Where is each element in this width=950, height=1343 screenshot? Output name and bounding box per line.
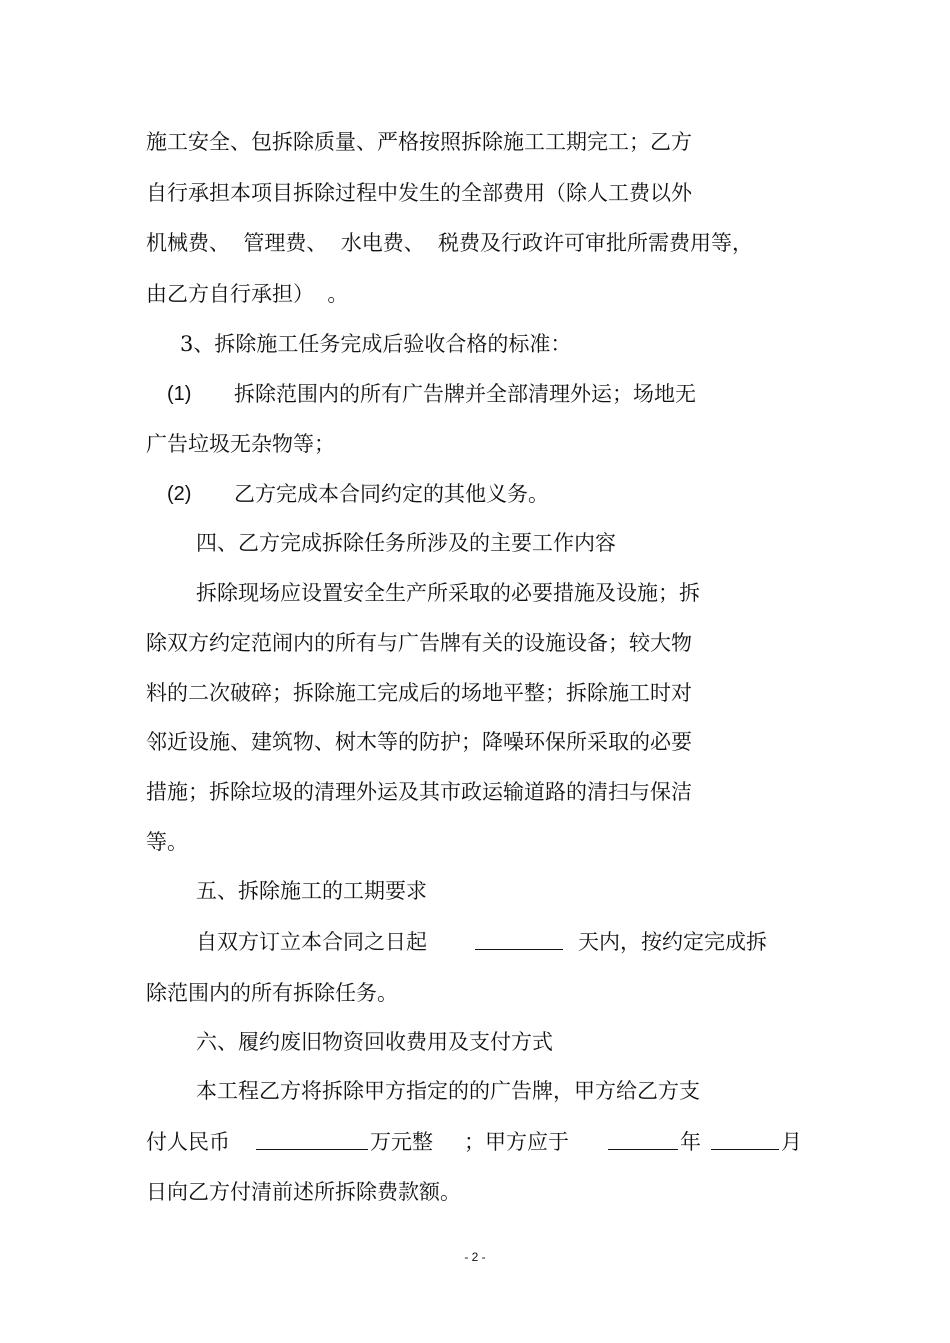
text-line: 拆除现场应设置安全生产所采取的必要措施及设施；拆: [196, 581, 700, 605]
blank-year-field[interactable]: [608, 1129, 678, 1150]
list-item-text: 拆除范围内的所有广告牌并全部清理外运；场地无: [234, 382, 696, 406]
text-line: 施工安全、包拆除质量、严格按照拆除施工工期完工；乙方: [146, 130, 692, 154]
text-line: 万元整: [370, 1130, 433, 1154]
text-line: 措施；拆除垃圾的清理外运及其市政运输道路的清扫与保洁: [146, 780, 692, 804]
text-line: 除范围内的所有拆除任务。: [146, 981, 398, 1005]
blank-amount-field[interactable]: [256, 1129, 368, 1150]
section-heading: 3、拆除施工任务完成后验收合格的标准：: [180, 332, 572, 356]
page-number: - 2 -: [464, 1250, 486, 1264]
text-line: 本工程乙方将拆除甲方指定的的广告牌，甲方给乙方支: [196, 1079, 700, 1103]
list-item-text: 乙方完成本合同约定的其他义务。: [234, 482, 549, 506]
text-line: 料的二次破碎；拆除施工完成后的场地平整；拆除施工时对: [146, 681, 692, 705]
text-line: ；甲方应于: [464, 1130, 569, 1154]
text-line: 等。: [146, 830, 188, 854]
section-heading: 五、拆除施工的工期要求: [196, 879, 427, 903]
section-heading: 六、履约废旧物资回收费用及支付方式: [196, 1030, 553, 1054]
text-line: 付人民币: [146, 1130, 230, 1154]
text-line: 由乙方自行承担） 。: [146, 282, 349, 306]
text-line: 邻近设施、建筑物、树木等的防护；降噪环保所采取的必要: [146, 730, 692, 754]
text-line: 日向乙方付清前述所拆除费款额。: [146, 1180, 461, 1204]
text-line: 机械费、 管理费、 水电费、 税费及行政许可审批所需费用等，: [146, 231, 754, 255]
section-heading: 四、乙方完成拆除任务所涉及的主要工作内容: [196, 531, 616, 555]
text-line: 年: [680, 1130, 701, 1154]
text-line: 除双方约定范闹内的所有与广告牌有关的设施设备；较大物: [146, 631, 692, 655]
list-number: (2): [167, 483, 192, 505]
text-line: 自行承担本项目拆除过程中发生的全部费用（除人工费以外: [146, 181, 692, 205]
text-line: 广告垃圾无杂物等；: [146, 432, 335, 456]
text-line: 自双方订立本合同之日起: [196, 930, 427, 954]
text-line: 月: [781, 1130, 802, 1154]
text-line: 天内，按约定完成拆: [578, 930, 767, 954]
blank-days-field[interactable]: [475, 929, 563, 950]
blank-month-field[interactable]: [711, 1129, 779, 1150]
list-number: (1): [167, 383, 192, 405]
